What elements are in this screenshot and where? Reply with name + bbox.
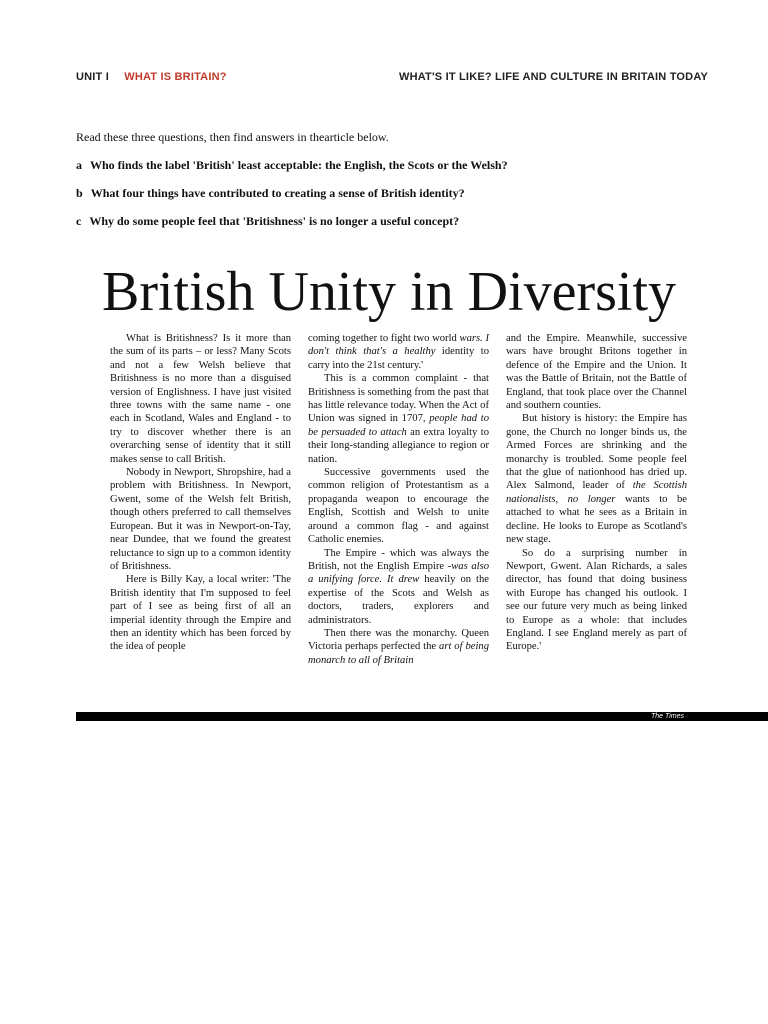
article-column-3	[506, 332, 687, 654]
question-c	[76, 214, 459, 229]
question-letter: c	[76, 214, 82, 228]
article-text: Then there was the monarchy. Queen Victoria perhaps perfected the	[308, 627, 489, 653]
question-text: What four things have contributed to creating a sense of British identity?	[90, 186, 465, 200]
article-source: The Times	[650, 713, 684, 720]
article-italic-text: wars. I don't think that's a healthy	[308, 333, 489, 358]
article-text: But history is history: the Empire has gone, the Church no longer binds us, the Armed Forces are shrinking and the monarchy is troubled. Some people feel that the glue of nationhood has dried up. Alex Salmond, leader of	[506, 413, 687, 492]
unit-label: UNIT I	[76, 71, 109, 83]
article-italic-text: people had to be persuaded to attach	[308, 413, 489, 438]
section-title: WHAT'S IT LIKE? LIFE AND CULTURE IN BRITAIN TODAY	[399, 71, 708, 83]
article-text: coming together to fight two world	[308, 333, 460, 344]
question-letter: a	[76, 158, 82, 172]
article-paragraph	[506, 412, 687, 546]
article-text: The Empire - which was always the British, not the English Empire	[308, 547, 489, 572]
article-paragraph: Nobody in Newport, Shropshire, had a problem with Britishness. In Newport, Gwent, some of the Welsh felt British, though others preferred to call themselves European. But it was in Newport-on-Tay, near Dundee, that we found the greatest reluctance to sign up to a common identity of Britishness.	[110, 467, 291, 572]
article-text: an extra loyalty to their long-standing allegiance to region or nation.	[308, 426, 489, 465]
article-paragraph: Successive governments used the common religion of Protestantism as a propaganda weapon to encourage the English, Scottish and Welsh to unite around a common flag - and against Catholic enemies.	[308, 467, 489, 546]
article-paragraph: and the Empire. Meanwhile, successive wars have brought Britons together in defence of the Empire and the Union. It was the Battle of Britain, not the Battle of England, that took place over the Channel and southern counties.	[506, 333, 687, 412]
article-text: identity to carry into the 21st century.'	[308, 346, 489, 371]
unit-title: WHAT IS BRITAIN?	[124, 71, 227, 83]
question-letter: b	[76, 186, 83, 200]
instructions-text: Read these three questions, then find answers in thearticle below.	[76, 130, 389, 144]
page-header-left	[76, 71, 227, 83]
article-paragraph: So do a surprising number in Newport, Gwent. Alan Richards, a sales director, has found that doing business with Europe has changed his outlook. I see our future very much as being linked to Europe as a whole: that includes England. I see England merely as part of Europe.'	[506, 547, 687, 653]
question-b	[76, 186, 465, 201]
article-paragraph	[308, 547, 489, 627]
article-italic-text: the Scottish nationalists, no longer	[506, 480, 688, 505]
article-headline: British Unity in Diversity	[102, 261, 676, 323]
question-text: Who finds the label 'British' least acceptable: the English, the Scots or the Welsh?	[90, 158, 508, 172]
article-paragraph	[308, 627, 489, 667]
article-text: heavily on the expertise of the Scots and Welsh as doctors, traders, explorers and administrators.	[308, 574, 489, 626]
article-text: This is a common complaint - that Britishness is something from the past that has little relevance today. When the Act of Union was signed in 1707,	[308, 373, 489, 425]
article-paragraph	[308, 372, 489, 466]
article-column-2	[308, 332, 489, 667]
question-text: Why do some people feel that 'Britishness' is no longer a useful concept?	[89, 214, 460, 228]
article-italic-text: art of being monarch to all of Britain	[308, 641, 489, 666]
question-a	[76, 158, 508, 173]
article-paragraph	[308, 332, 489, 372]
article-column-1	[110, 332, 291, 654]
article-paragraph: What is Britishness? Is it more than the sum of its parts – or less? Many Scots and not a few Welsh believe that Britishness is no more than a disguised version of Englishness. I have just visited three towns with the same name - one each in Scotland, Wales and England - to try to discover whether there is an overarching sense of identity that it still makes sense to call British.	[110, 333, 291, 465]
article-italic-text: -was also a unifying force. It drew	[308, 560, 489, 586]
article-paragraph: Here is Billy Kay, a local writer: 'The British identity that I'm supposed to feel part of I see as being first of all an imperial identity through the Empire and then an identity which has been forced by the idea of people	[110, 574, 291, 653]
article-text: wants to be attached to what he sees as a Britain in decline. He looks to Europe as Scotland's new stage.	[506, 493, 687, 546]
